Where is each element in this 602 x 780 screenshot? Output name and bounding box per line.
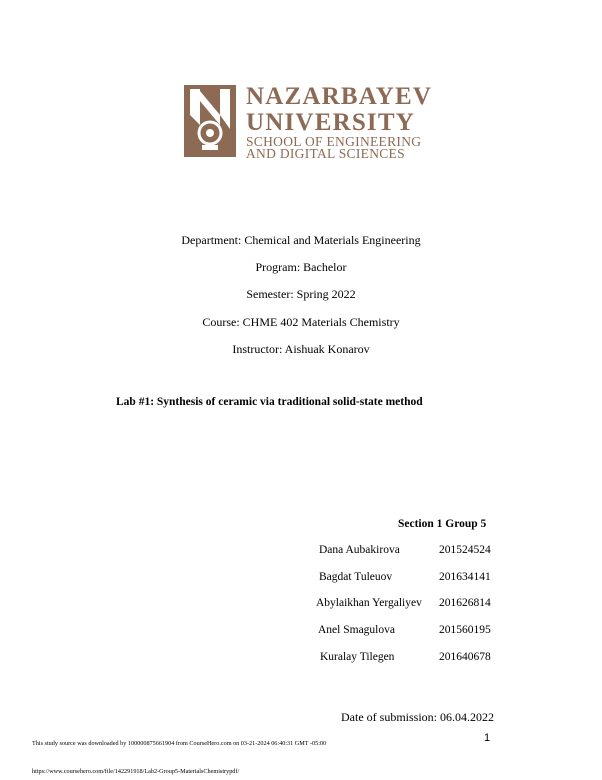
semester-line: Semester: Spring 2022 [246,287,356,301]
member-id: 201626814 [439,597,491,609]
logo-line-1: NAZARBAYEV [246,83,433,110]
member-id: 201634141 [439,571,491,583]
member-name: Abylaikhan Yergaliyev [316,597,422,609]
university-logo-icon [184,85,236,157]
logo-text [246,84,432,136]
page-number: 1 [484,732,491,744]
submission-date: Date of submission: 06.04.2022 [341,710,494,724]
source-url[interactable]: https://www.coursehero.com/file/142291918/Lab2-Group5-MaterialsChemistrypdf/ [32,768,240,775]
member-name: Kuralay Tilegen [320,651,395,663]
logo-line-2: UNIVERSITY [246,109,415,136]
logo-school-text [246,136,421,160]
instructor-line: Instructor: Aishuak Konarov [232,342,370,356]
member-name: Anel Smagulova [318,624,395,636]
logo-line-3: SCHOOL OF ENGINEERING [246,134,422,149]
download-notice: This study source was downloaded by 100000875661904 from CourseHero.com on 03-21-2024 06:40:31 GMT -05:00 [32,740,327,747]
program-line: Program: Bachelor [255,260,347,274]
course-line: Course: CHME 402 Materials Chemistry [202,315,400,329]
section-group: Section 1 Group 5 [398,518,487,530]
member-id: 201640678 [439,651,491,663]
member-id: 201524524 [439,544,491,556]
department-line: Department: Chemical and Materials Engineering [181,233,421,247]
lab-title: Lab #1: Synthesis of ceramic via traditional solid-state method [116,396,423,408]
member-id: 201560195 [439,624,491,636]
logo-line-4: AND DIGITAL SCIENCES [246,146,405,161]
member-name: Bagdat Tuleuov [319,571,393,583]
member-name: Dana Aubakirova [319,544,400,556]
